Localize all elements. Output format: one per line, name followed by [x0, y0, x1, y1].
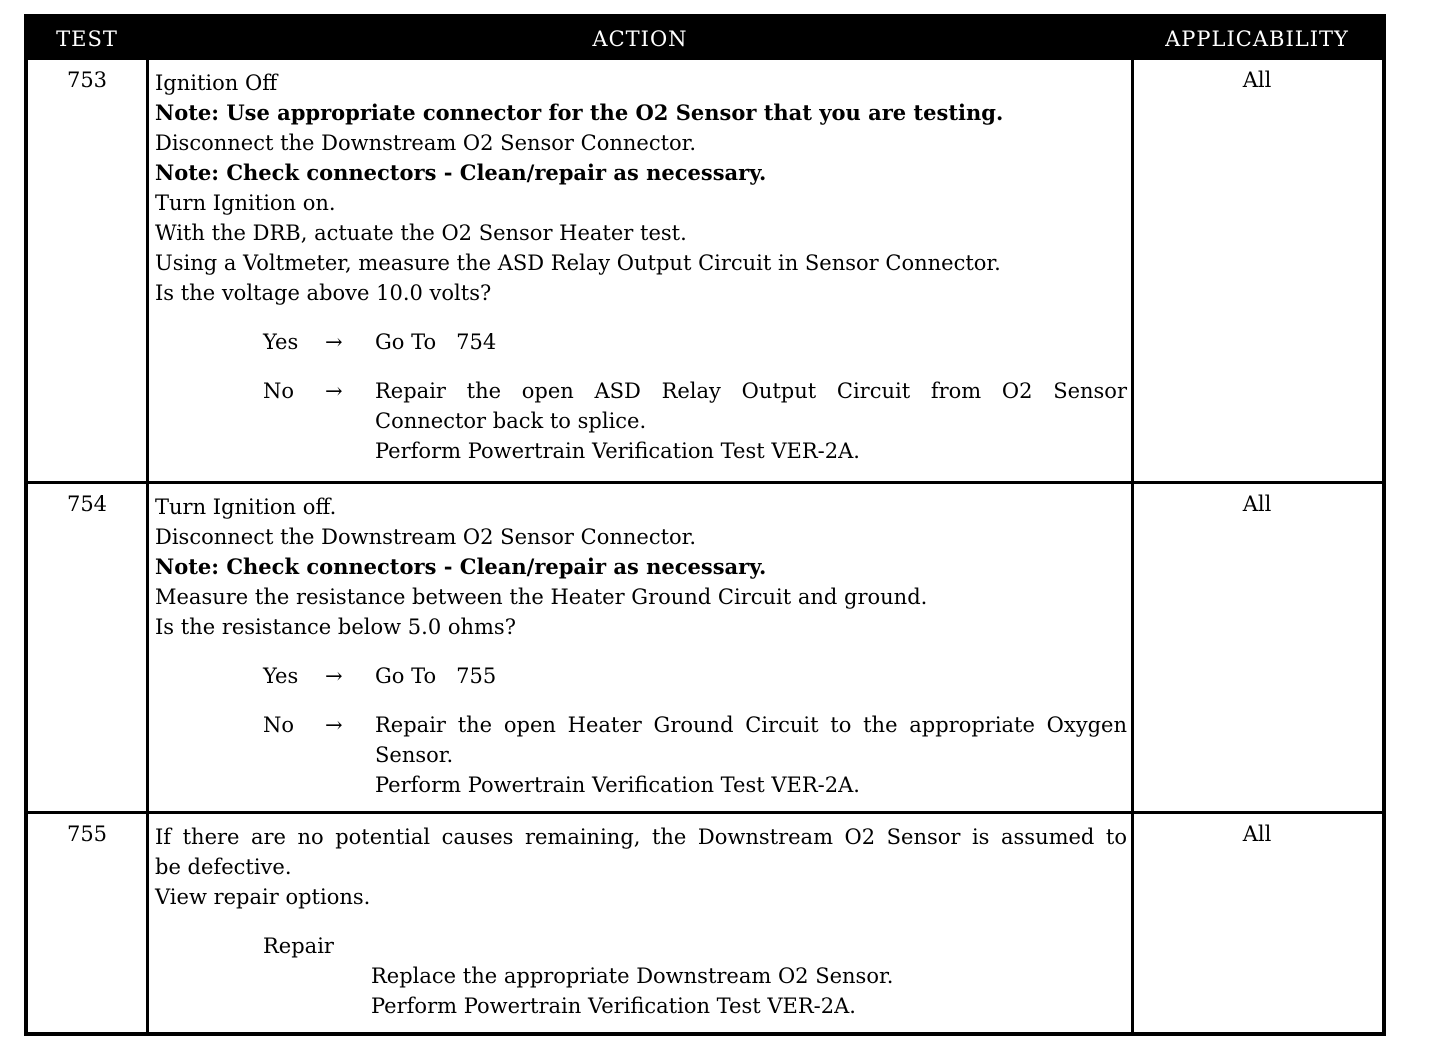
test-number: 755 [66, 822, 108, 846]
action-line: Turn Ignition off. [155, 495, 337, 519]
action-line: Measure the resistance between the Heater Ground Circuit and ground. [155, 585, 928, 609]
no-branch [155, 710, 1127, 800]
yes-text: Go To 755 [375, 664, 497, 688]
repair-label: Repair [263, 934, 334, 958]
action-line: Is the resistance below 5.0 ohms? [155, 615, 516, 639]
action-line: Turn Ignition on. [155, 191, 336, 215]
applicability-value: All [1242, 68, 1272, 92]
header-applicability: APPLICABILITY [1165, 27, 1349, 51]
action-line: Using a Voltmeter, measure the ASD Relay Output Circuit in Sensor Connector. [155, 251, 1001, 275]
arrow-right-icon: → [325, 713, 343, 737]
column-divider [1131, 60, 1134, 481]
table-row-755 [28, 811, 1382, 1032]
arrow-right-icon: → [325, 379, 343, 403]
no-label: No [263, 713, 295, 737]
action-note: Note: Check connectors - Clean/repair as necessary. [155, 554, 767, 579]
diagnostic-table [24, 14, 1386, 1036]
action-line: Disconnect the Downstream O2 Sensor Connector. [155, 525, 697, 549]
arrow-right-icon: → [325, 664, 343, 688]
action-line: With the DRB, actuate the O2 Sensor Heater test. [155, 221, 687, 245]
no-text-line: Connector back to splice. [375, 409, 647, 433]
repair-line: Replace the appropriate Downstream O2 Sensor. [371, 964, 894, 988]
action-line: Is the voltage above 10.0 volts? [155, 281, 492, 305]
no-text-line: Repair the open Heater Ground Circuit to the appropriate Oxygen [375, 713, 1127, 737]
yes-branch [155, 327, 1127, 357]
no-text-line: Perform Powertrain Verification Test VER-2A. [375, 773, 860, 797]
yes-branch [155, 661, 1127, 691]
action-note: Note: Use appropriate connector for the O2 Sensor that you are testing. [155, 100, 1004, 125]
column-divider [146, 60, 149, 481]
action-cell [155, 68, 1127, 466]
yes-text: Go To 754 [375, 330, 497, 354]
action-note: Note: Check connectors - Clean/repair as necessary. [155, 160, 767, 185]
yes-label: Yes [263, 330, 299, 354]
action-line: View repair options. [155, 885, 371, 909]
header-test: TEST [56, 27, 118, 51]
action-line: Disconnect the Downstream O2 Sensor Connector. [155, 131, 697, 155]
arrow-right-icon: → [325, 330, 343, 354]
action-line: be defective. [155, 855, 292, 879]
no-text-line: Sensor. [375, 743, 454, 767]
test-number: 753 [66, 68, 108, 92]
table-row-754 [28, 481, 1382, 814]
yes-label: Yes [263, 664, 299, 688]
header-action: ACTION [592, 27, 688, 51]
no-text-line: Perform Powertrain Verification Test VER-2A. [375, 439, 860, 463]
no-text-line: Repair the open ASD Relay Output Circuit from O2 Sensor [375, 379, 1127, 403]
applicability-value: All [1242, 822, 1272, 846]
table-row-753 [28, 60, 1382, 481]
column-divider [1131, 484, 1134, 814]
column-divider [146, 484, 149, 814]
applicability-value: All [1242, 492, 1272, 516]
no-label: No [263, 379, 295, 403]
column-divider [146, 814, 149, 1032]
column-divider [1131, 814, 1134, 1032]
repair-line: Perform Powertrain Verification Test VER-2A. [371, 994, 856, 1018]
action-cell [155, 492, 1127, 800]
action-cell [155, 822, 1127, 1021]
action-line: If there are no potential causes remaining, the Downstream O2 Sensor is assumed to [155, 825, 1127, 849]
test-number: 754 [66, 492, 108, 516]
action-line: Ignition Off [155, 71, 278, 95]
table-header [28, 18, 1382, 60]
no-branch [155, 376, 1127, 466]
